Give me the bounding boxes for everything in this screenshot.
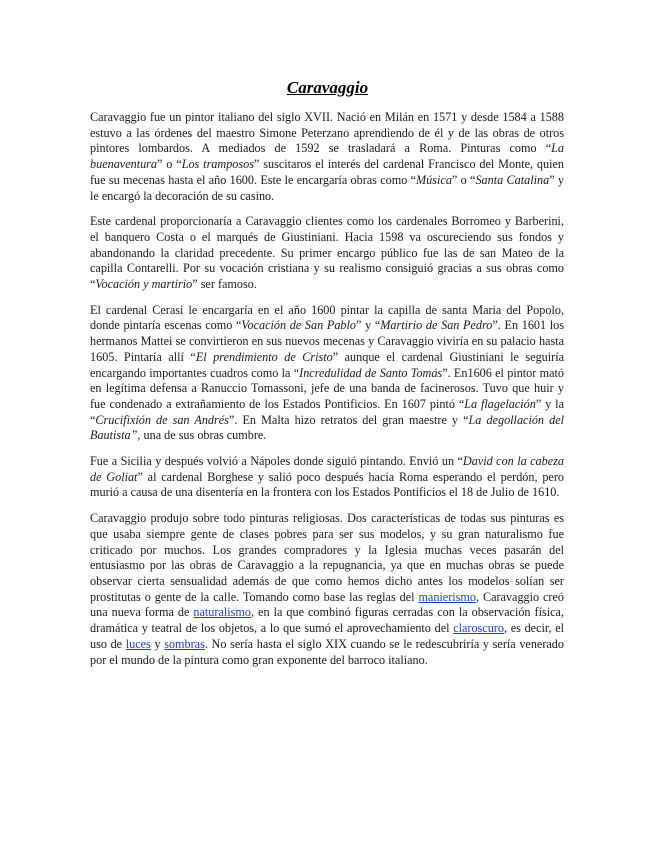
- text-run: ” y “: [356, 318, 381, 333]
- text-run: Fue a Sicilia y después volvió a Nápoles donde siguió pintando. Envió un “: [90, 454, 463, 469]
- text-run: , Caravaggio creó una nueva forma de: [90, 589, 564, 620]
- text-run: El cardenal Cerasi le encargaría en el año 1600 pintar la capilla de santa Maria del Popolo, donde pintaría escenas como “: [90, 302, 564, 333]
- text-run: ” suscitaros el interés del cardenal Francisco del Monte, quien fue su mecenas hasta el año 1600. Este le encargaría obras como “: [90, 157, 565, 187]
- paragraph-5: [90, 511, 564, 668]
- italic-title: Santa Catalina: [475, 172, 550, 187]
- text-run: ” o “: [451, 172, 476, 187]
- text-run: ” ser famoso.: [192, 277, 257, 292]
- italic-title: Incredulidad de Santo Tomás: [299, 365, 443, 380]
- paragraph-4: [90, 454, 564, 501]
- italic-title: Vocación de San Pablo: [241, 318, 356, 333]
- text-run: ”. En1606 el pintor mató en legítima defensa a Ranuccio Tomassoni, jefe de una banda de facinerosos. Tuvo que huir y fue condenado a extrañamiento de los Estados Pontificios. En 1607 pintó “: [90, 365, 565, 411]
- text-run: , es decir, el uso de: [90, 621, 564, 651]
- text-run: y: [150, 636, 165, 651]
- text-run: ”. En Malta hizo retratos del gran maestre y “: [228, 412, 469, 427]
- italic-title: El prendimiento de Cristo: [195, 349, 333, 364]
- page-title: Caravaggio: [286, 78, 369, 97]
- text-run: Este cardenal proporcionaría a Caravaggio clientes como los cardenales Borromeo y Barberini, el banquero Costa o el marqués de Giustiniani. Hacia 1598 va oscureciendo sus fondos y abandonando la claridad precedente. Su primer encargo público fue las de san Mateo de la capilla Contarelli. Por su vocación cristiana y su realismo consiguió gracias a sus obras como “: [90, 214, 564, 292]
- italic-title: La buenaventura: [90, 141, 564, 172]
- italic-title: La flagelación: [464, 396, 536, 411]
- text-run: ” y le encargó la decoración de su casino.: [90, 172, 564, 203]
- link-naturalismo[interactable]: naturalismo: [193, 605, 251, 620]
- text-run: ” al cardenal Borghese y salió poco después hacia Roma esperando el perdón, pero murió a causa de una disentería en la frontera con los Estados Pontificios el 18 de Julio de 1610.: [90, 469, 564, 500]
- italic-title: David con la cabeza de Goliat: [90, 454, 564, 484]
- italic-title: Los tramposos: [181, 157, 254, 172]
- text-run: ” y la “: [90, 396, 564, 427]
- italic-title: Vocación y martirio: [95, 277, 193, 292]
- text-run: Caravaggio produjo sobre todo pinturas religiosas. Dos características de todas sus pinturas es que usaba siempre gente de clases pobres para ser sus modelos, y su gran naturalismo fue criticado por muchos. Los grandes compradores y la Iglesia muchas veces pasarán del entusiasmo por las obras de Caravaggio a la repugnancia, ya que en muchas obras se puede observar cierta sensualidad además de que como hemos dicho antes los modelos solían ser prostitutas o gente de la calle. Tomando como base las reglas del: [90, 511, 564, 604]
- link-claroscuro[interactable]: claroscuro: [453, 621, 504, 636]
- paragraph-3: [90, 303, 564, 444]
- paragraph-1: [90, 110, 564, 204]
- text-run: . No sería hasta el siglo XIX cuando se le redescubriría y sería venerado por el mundo de la pintura como gran exponente del barroco italiano.: [90, 636, 564, 667]
- link-sombras[interactable]: sombras: [164, 636, 205, 651]
- italic-title: Música: [416, 172, 452, 187]
- link-manierismo[interactable]: manierismo: [418, 589, 476, 604]
- italic-title: La degollación del Bautista”,: [90, 412, 564, 443]
- italic-title: Martirio de San Pedro: [380, 318, 493, 333]
- italic-title: Crucifixión de san Andrés: [95, 412, 229, 427]
- link-luces[interactable]: luces: [125, 636, 151, 651]
- text-run: Caravaggio fue un pintor italiano del siglo XVII. Nació en Milán en 1571 y desde 1584 a 1588 estuvo a las órdenes del maestro Simone Peterzano aprendiendo de él y de las obras de otros pintores lombardos. A mediados de 1592 se trasladará a Roma. Pinturas como “: [90, 110, 564, 156]
- text-run: una de sus obras cumbre.: [140, 428, 267, 443]
- text-run: ” aunque el cardenal Giustiniani le seguiría encargando importantes cuadros como la “: [90, 349, 564, 380]
- text-run: ” o “: [157, 157, 182, 172]
- text-run: ”. En 1601 los hermanos Mattei se convirtieron en sus nuevos mecenas y Caravaggio viviría en su palacio hasta 1605. Pintaría allí “: [90, 318, 564, 364]
- text-run: , en la que combinó figuras cerradas con la observación física, dramática y teatral de los objetos, a lo que sumó el aprovechamiento del: [90, 605, 564, 636]
- paragraph-2: [90, 214, 564, 293]
- document-body: [90, 110, 564, 678]
